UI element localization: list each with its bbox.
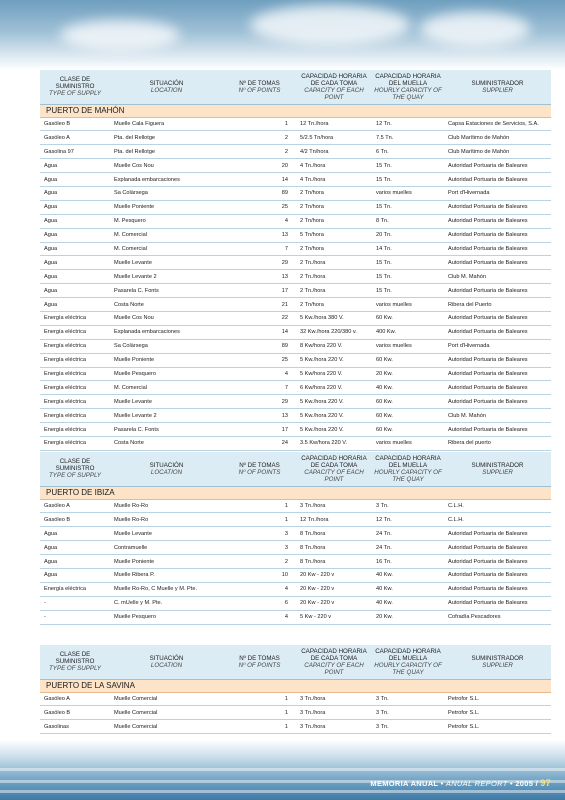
points-cell: 2 xyxy=(223,555,296,569)
header-capacity-quay: CAPACIDAD HORARIA DEL MUELLA HOURLY CAPACITY OF THE QUAY xyxy=(372,645,444,679)
points-cell: 22 xyxy=(223,311,296,325)
supply-type-cell: Energía eléctrica xyxy=(40,339,110,353)
points-cell: 25 xyxy=(223,353,296,367)
supplier-cell: Autoridad Portuaria de Baleares xyxy=(444,555,551,569)
supply-type-cell: Agua xyxy=(40,159,110,173)
capacity-point-cell: 2 Tn./hora xyxy=(296,270,372,284)
location-cell: Pasarela C. Fonts xyxy=(110,423,223,437)
capacity-point-cell: 2 Tn/hora xyxy=(296,298,372,312)
location-cell: Muelle Poniente xyxy=(110,555,223,569)
capacity-point-cell: 3 Tn./hora xyxy=(296,706,372,720)
header-supply: CLASE DE SUMINISTRO TYPE OF SUPPLY xyxy=(40,452,110,486)
location-cell: M. Comercial xyxy=(110,228,223,242)
supplier-cell: Petrofor S.L. xyxy=(444,692,551,706)
location-cell: Muelle Comercial xyxy=(110,720,223,734)
sea-banner xyxy=(0,740,565,800)
capacity-point-cell: 3 Tn./hora xyxy=(296,692,372,706)
table-row xyxy=(40,395,551,409)
capacity-point-cell: 5 Tn/hora xyxy=(296,228,372,242)
supplier-cell: Autoridad Portuaria de Baleares xyxy=(444,284,551,298)
location-cell: Muelle Levante xyxy=(110,395,223,409)
location-cell: Muelle Levante 2 xyxy=(110,409,223,423)
supply-type-cell: Agua xyxy=(40,555,110,569)
supplier-cell: Petrofor S.L. xyxy=(444,706,551,720)
supplier-cell: Autoridad Portuaria de Baleares xyxy=(444,596,551,610)
supplier-cell: Autoridad Portuaria de Baleares xyxy=(444,200,551,214)
capacity-point-cell: 2 Tn/hora xyxy=(296,242,372,256)
location-cell: Explanada embarcaciones xyxy=(110,325,223,339)
capacity-point-cell: 5 Kw - 220 v xyxy=(296,610,372,624)
capacity-quay-cell: 60 Kw. xyxy=(372,311,444,325)
header-points: Nº DE TOMAS Nº OF POINTS xyxy=(223,70,296,104)
location-cell: Sa Colàrsega xyxy=(110,339,223,353)
table-row xyxy=(40,367,551,381)
supplier-cell: Club M. Mahón xyxy=(444,409,551,423)
capacity-quay-cell: 15 Tn. xyxy=(372,270,444,284)
table-row xyxy=(40,200,551,214)
capacity-quay-cell: 8 Tn. xyxy=(372,214,444,228)
wave-line xyxy=(0,768,565,771)
points-cell: 20 xyxy=(223,159,296,173)
table-row xyxy=(40,186,551,200)
capacity-point-cell: 5 Kw./hora 220 V. xyxy=(296,423,372,437)
capacity-point-cell: 8 Tn./hora xyxy=(296,541,372,555)
supply-type-cell: Gasóleo B xyxy=(40,513,110,527)
supply-type-cell: Energía eléctrica xyxy=(40,311,110,325)
capacity-point-cell: 8 Tn./hora xyxy=(296,555,372,569)
supplier-cell: Club M. Mahón xyxy=(444,270,551,284)
capacity-point-cell: 5 Kw./hora 220 V. xyxy=(296,353,372,367)
header-supply: CLASE DE SUMINISTRO TYPE OF SUPPLY xyxy=(40,70,110,104)
header-capacity-point: CAPACIDAD HORARIA DE CADA TOMA CAPACITY OF EACH POINT xyxy=(296,452,372,486)
location-cell: Contramuelle xyxy=(110,541,223,555)
location-cell: Muelle Levante 2 xyxy=(110,270,223,284)
table-row xyxy=(40,423,551,437)
capacity-point-cell: 20 Kw - 220 v xyxy=(296,568,372,582)
points-cell: 24 xyxy=(223,436,296,450)
header-location: SITUACIÓN LOCATION xyxy=(110,452,223,486)
points-cell: 89 xyxy=(223,339,296,353)
points-cell: 2 xyxy=(223,145,296,159)
location-cell: Muelle Cos Nou xyxy=(110,311,223,325)
footer-bullet: • xyxy=(509,779,513,788)
capacity-point-cell: 2 Tn./hora xyxy=(296,256,372,270)
supply-type-cell: Agua xyxy=(40,242,110,256)
points-cell: 17 xyxy=(223,284,296,298)
capacity-quay-cell: varios muelles xyxy=(372,186,444,200)
supplier-cell: Autoridad Portuaria de Baleares xyxy=(444,541,551,555)
table-row xyxy=(40,339,551,353)
points-cell: 2 xyxy=(223,131,296,145)
points-cell: 89 xyxy=(223,186,296,200)
capacity-quay-cell: 60 Kw. xyxy=(372,395,444,409)
supplier-cell: Autoridad Portuaria de Baleares xyxy=(444,311,551,325)
capacity-point-cell: 2 Tn./hora xyxy=(296,284,372,298)
capacity-quay-cell: 60 Kw. xyxy=(372,353,444,367)
supplier-cell: Autoridad Portuaria de Baleares xyxy=(444,381,551,395)
capacity-quay-cell: 3 Tn. xyxy=(372,706,444,720)
location-cell: Costa Norte xyxy=(110,298,223,312)
table-mahon xyxy=(40,70,551,451)
table-row xyxy=(40,242,551,256)
capacity-point-cell: 5 Kw./hora 220 V. xyxy=(296,395,372,409)
points-cell: 17 xyxy=(223,423,296,437)
supplier-cell: Autoridad Portuaria de Baleares xyxy=(444,256,551,270)
location-cell: Muelle Levante xyxy=(110,256,223,270)
location-cell: Muelle Pesquero xyxy=(110,610,223,624)
table-row xyxy=(40,706,551,720)
supplier-cell: Port d'Hivernada xyxy=(444,339,551,353)
table-row xyxy=(40,270,551,284)
points-cell: 1 xyxy=(223,513,296,527)
capacity-quay-cell: 60 Kw. xyxy=(372,423,444,437)
header-supply: CLASE DE SUMINISTRO TYPE OF SUPPLY xyxy=(40,645,110,679)
capacity-quay-cell: 12 Tn. xyxy=(372,513,444,527)
supplier-cell: Ribera del Puerto xyxy=(444,298,551,312)
footer-year: 2005 xyxy=(515,779,534,788)
location-cell: Muelle Cos Nou xyxy=(110,159,223,173)
footer-separator: / xyxy=(535,779,538,788)
table-row xyxy=(40,541,551,555)
page-number: 97 xyxy=(540,778,551,788)
capacity-point-cell: 2 Tn/hora xyxy=(296,186,372,200)
capacity-point-cell: 4 Tn./hora xyxy=(296,173,372,187)
location-cell: Costa Norte xyxy=(110,436,223,450)
supplier-cell: Autoridad Portuaria de Baleares xyxy=(444,228,551,242)
capacity-point-cell: 12 Tn./hora xyxy=(296,513,372,527)
wave-line xyxy=(0,790,565,793)
table-row xyxy=(40,214,551,228)
sky-banner xyxy=(0,0,565,70)
capacity-point-cell: 12 Tn./hora xyxy=(296,117,372,131)
table-row xyxy=(40,256,551,270)
header-capacity-quay: CAPACIDAD HORARIA DEL MUELLA HOURLY CAPACITY OF THE QUAY xyxy=(372,452,444,486)
supply-type-cell: - xyxy=(40,610,110,624)
points-cell: 21 xyxy=(223,298,296,312)
location-cell: Muelle Poniente xyxy=(110,353,223,367)
capacity-point-cell: 4 Tn./hora xyxy=(296,159,372,173)
capacity-quay-cell: 14 Tn. xyxy=(372,242,444,256)
supply-type-cell: Gasóleo A xyxy=(40,692,110,706)
supplier-cell: Autoridad Portuaria de Baleares xyxy=(444,173,551,187)
supply-type-cell: Energía eléctrica xyxy=(40,381,110,395)
points-cell: 7 xyxy=(223,381,296,395)
capacity-quay-cell: 3 Tn. xyxy=(372,720,444,734)
table-row xyxy=(40,325,551,339)
points-cell: 13 xyxy=(223,409,296,423)
footer-label-en: ANUAL REPORT xyxy=(445,779,508,788)
supplier-cell: Capsa Estaciones de Servicios, S.A. xyxy=(444,117,551,131)
supplier-cell: Cofradía Pescadores xyxy=(444,610,551,624)
supply-type-cell: Agua xyxy=(40,527,110,541)
supply-type-cell: Energía eléctrica xyxy=(40,395,110,409)
table-row xyxy=(40,173,551,187)
capacity-quay-cell: varios muelles xyxy=(372,339,444,353)
capacity-point-cell: 3.5 Kw/hora 220 V. xyxy=(296,436,372,450)
port-title: PUERTO DE IBIZA xyxy=(40,486,551,499)
capacity-quay-cell: 15 Tn. xyxy=(372,173,444,187)
capacity-point-cell: 4/2 Tn/hora xyxy=(296,145,372,159)
page-footer xyxy=(370,778,551,788)
location-cell: Muelle Comercial xyxy=(110,692,223,706)
table-row xyxy=(40,131,551,145)
supply-type-cell: - xyxy=(40,596,110,610)
capacity-point-cell: 3 Tn./hora xyxy=(296,720,372,734)
supply-type-cell: Agua xyxy=(40,298,110,312)
supply-type-cell: Agua xyxy=(40,568,110,582)
capacity-quay-cell: 3 Tn. xyxy=(372,692,444,706)
supplier-cell: Autoridad Portuaria de Baleares xyxy=(444,367,551,381)
capacity-point-cell: 2 Tn/hora xyxy=(296,200,372,214)
points-cell: 1 xyxy=(223,692,296,706)
supply-type-cell: Agua xyxy=(40,173,110,187)
points-cell: 13 xyxy=(223,270,296,284)
location-cell: Muelle Cala Figuera xyxy=(110,117,223,131)
supply-type-cell: Agua xyxy=(40,270,110,284)
capacity-quay-cell: 7.5 Tn. xyxy=(372,131,444,145)
location-cell: Sa Colàrsega xyxy=(110,186,223,200)
supply-type-cell: Energía eléctrica xyxy=(40,367,110,381)
table-row xyxy=(40,381,551,395)
supplier-cell: Autoridad Portuaria de Baleares xyxy=(444,527,551,541)
capacity-quay-cell: 15 Tn. xyxy=(372,256,444,270)
location-cell: M. Comercial xyxy=(110,242,223,256)
supplier-cell: Autoridad Portuaria de Baleares xyxy=(444,159,551,173)
table-row xyxy=(40,117,551,131)
capacity-quay-cell: 40 Kw. xyxy=(372,568,444,582)
supply-type-cell: Gasolina 97 xyxy=(40,145,110,159)
supplier-cell: C.L.H. xyxy=(444,499,551,513)
capacity-point-cell: 20 Kw - 220 v xyxy=(296,582,372,596)
capacity-quay-cell: 400 Kw. xyxy=(372,325,444,339)
capacity-quay-cell: 24 Tn. xyxy=(372,541,444,555)
cloud-shape xyxy=(250,5,410,45)
points-cell: 25 xyxy=(223,200,296,214)
location-cell: Muelle Ro-Ro, C Muelle y M. Pte. xyxy=(110,582,223,596)
table-row xyxy=(40,159,551,173)
supplier-cell: Club Marítimo de Mahón xyxy=(444,131,551,145)
supply-type-cell: Gasóleo A xyxy=(40,131,110,145)
header-capacity-point: CAPACIDAD HORARIA DE CADA TOMA CAPACITY OF EACH POINT xyxy=(296,70,372,104)
supplier-cell: C.L.H. xyxy=(444,513,551,527)
table-row xyxy=(40,596,551,610)
supply-type-cell: Agua xyxy=(40,284,110,298)
supplier-cell: Autoridad Portuaria de Baleares xyxy=(444,568,551,582)
table-row xyxy=(40,353,551,367)
location-cell: Pta. del Rellotge xyxy=(110,145,223,159)
capacity-point-cell: 8 Tn./hora xyxy=(296,527,372,541)
cloud-shape xyxy=(420,12,530,46)
supplier-cell: Club Marítimo de Mahón xyxy=(444,145,551,159)
supply-type-cell: Agua xyxy=(40,228,110,242)
location-cell: M. Pesquero xyxy=(110,214,223,228)
capacity-quay-cell: 15 Tn. xyxy=(372,200,444,214)
cloud-shape xyxy=(60,20,180,50)
table-row xyxy=(40,409,551,423)
capacity-quay-cell: 40 Kw. xyxy=(372,582,444,596)
supply-type-cell: Agua xyxy=(40,541,110,555)
location-cell: Muelle Ro-Ro xyxy=(110,513,223,527)
header-points: Nº DE TOMAS Nº OF POINTS xyxy=(223,645,296,679)
supplier-cell: Autoridad Portuaria de Baleares xyxy=(444,353,551,367)
table-row xyxy=(40,610,551,624)
capacity-quay-cell: 6 Tn. xyxy=(372,145,444,159)
supply-type-cell: Energía eléctrica xyxy=(40,423,110,437)
port-title: PUERTO DE MAHÓN xyxy=(40,104,551,117)
table-row xyxy=(40,692,551,706)
points-cell: 1 xyxy=(223,117,296,131)
capacity-quay-cell: varios muelles xyxy=(372,298,444,312)
capacity-quay-cell: 3 Tn. xyxy=(372,499,444,513)
points-cell: 1 xyxy=(223,706,296,720)
table-row xyxy=(40,720,551,734)
table-row xyxy=(40,555,551,569)
capacity-point-cell: 5 Kw/hora 220 V. xyxy=(296,367,372,381)
table-row xyxy=(40,284,551,298)
supply-type-cell: Energía eléctrica xyxy=(40,436,110,450)
points-cell: 7 xyxy=(223,242,296,256)
supplier-cell: Autoridad Portuaria de Baleares xyxy=(444,214,551,228)
table-row xyxy=(40,228,551,242)
capacity-point-cell: 32 Kw./hora 220/380 v. xyxy=(296,325,372,339)
location-cell: Pasarela C. Fonts xyxy=(110,284,223,298)
footer-label-es: MEMORIA ANUAL xyxy=(370,779,439,788)
footer-bullet: • xyxy=(440,779,444,788)
supplier-cell: Autoridad Portuaria de Baleares xyxy=(444,395,551,409)
supply-type-cell: Gasóleo A xyxy=(40,499,110,513)
location-cell: Pta. del Rellotge xyxy=(110,131,223,145)
capacity-quay-cell: 20 Tn. xyxy=(372,228,444,242)
capacity-point-cell: 3 Tn./hora xyxy=(296,499,372,513)
table-row xyxy=(40,145,551,159)
location-cell: Muelle Ro-Ro xyxy=(110,499,223,513)
supply-type-cell: Energía eléctrica xyxy=(40,325,110,339)
capacity-quay-cell: 60 Kw. xyxy=(372,409,444,423)
supply-type-cell: Energía eléctrica xyxy=(40,409,110,423)
location-cell: C. mUelle y M. Pte. xyxy=(110,596,223,610)
capacity-quay-cell: 16 Tn. xyxy=(372,555,444,569)
supplier-cell: Port d'Hivernada xyxy=(444,186,551,200)
capacity-quay-cell: 40 Kw. xyxy=(372,596,444,610)
table-row xyxy=(40,568,551,582)
capacity-point-cell: 5 Kw./hora 380 V. xyxy=(296,311,372,325)
location-cell: Muelle Ribera P. xyxy=(110,568,223,582)
table-row xyxy=(40,582,551,596)
points-cell: 10 xyxy=(223,568,296,582)
points-cell: 6 xyxy=(223,596,296,610)
capacity-point-cell: 5 Kw./hora 220 V. xyxy=(296,409,372,423)
location-cell: Muelle Levante xyxy=(110,527,223,541)
capacity-quay-cell: 15 Tn. xyxy=(372,284,444,298)
table-savina xyxy=(40,645,551,734)
capacity-point-cell: 2 Tn/hora xyxy=(296,214,372,228)
capacity-quay-cell: varios muelles xyxy=(372,436,444,450)
supply-type-cell: Agua xyxy=(40,186,110,200)
supply-type-cell: Agua xyxy=(40,200,110,214)
points-cell: 3 xyxy=(223,541,296,555)
supply-type-cell: Gasolinas xyxy=(40,720,110,734)
supplier-cell: Ribera del puerto xyxy=(444,436,551,450)
table-row xyxy=(40,436,551,450)
supplier-cell: Autoridad Portuaria de Baleares xyxy=(444,325,551,339)
location-cell: Explanada embarcaciones xyxy=(110,173,223,187)
points-cell: 29 xyxy=(223,395,296,409)
header-points: Nº DE TOMAS Nº OF POINTS xyxy=(223,452,296,486)
points-cell: 4 xyxy=(223,582,296,596)
location-cell: Muelle Pesquero xyxy=(110,367,223,381)
table-row xyxy=(40,499,551,513)
points-cell: 4 xyxy=(223,367,296,381)
supply-type-cell: Energía eléctrica xyxy=(40,353,110,367)
capacity-quay-cell: 20 Kw. xyxy=(372,610,444,624)
capacity-point-cell: 8 Kw/hora 220 V. xyxy=(296,339,372,353)
header-capacity-quay: CAPACIDAD HORARIA DEL MUELLA HOURLY CAPACITY OF THE QUAY xyxy=(372,70,444,104)
capacity-point-cell: 5/2.5 Tn/hora xyxy=(296,131,372,145)
capacity-quay-cell: 20 Kw. xyxy=(372,367,444,381)
location-cell: Muelle Poniente xyxy=(110,200,223,214)
table-row xyxy=(40,513,551,527)
points-cell: 1 xyxy=(223,720,296,734)
header-location: SITUACIÓN LOCATION xyxy=(110,645,223,679)
table-row xyxy=(40,298,551,312)
points-cell: 1 xyxy=(223,499,296,513)
port-title: PUERTO DE LA SAVINA xyxy=(40,679,551,692)
supply-type-cell: Energía eléctrica xyxy=(40,582,110,596)
header-supplier: SUMINISTRADOR SUPPLIER xyxy=(444,645,551,679)
points-cell: 29 xyxy=(223,256,296,270)
location-cell: M. Comercial xyxy=(110,381,223,395)
supplier-cell: Petrofor S.L. xyxy=(444,720,551,734)
header-capacity-point: CAPACIDAD HORARIA DE CADA TOMA CAPACITY OF EACH POINT xyxy=(296,645,372,679)
table-ibiza xyxy=(40,452,551,625)
points-cell: 3 xyxy=(223,527,296,541)
capacity-point-cell: 6 Kw/hora 220 V. xyxy=(296,381,372,395)
supply-type-cell: Agua xyxy=(40,256,110,270)
supplier-cell: Autoridad Portuaria de Baleares xyxy=(444,423,551,437)
capacity-quay-cell: 12 Tn. xyxy=(372,117,444,131)
points-cell: 14 xyxy=(223,173,296,187)
points-cell: 4 xyxy=(223,610,296,624)
table-row xyxy=(40,527,551,541)
header-location: SITUACIÓN LOCATION xyxy=(110,70,223,104)
capacity-quay-cell: 24 Tn. xyxy=(372,527,444,541)
supplier-cell: Autoridad Portuaria de Baleares xyxy=(444,582,551,596)
table-row xyxy=(40,311,551,325)
supplier-cell: Autoridad Portuaria de Baleares xyxy=(444,242,551,256)
location-cell: Muelle Comercial xyxy=(110,706,223,720)
points-cell: 13 xyxy=(223,228,296,242)
capacity-point-cell: 20 Kw - 220 v xyxy=(296,596,372,610)
capacity-quay-cell: 40 Kw. xyxy=(372,381,444,395)
capacity-quay-cell: 15 Tn. xyxy=(372,159,444,173)
header-supplier: SUMINISTRADOR SUPPLIER xyxy=(444,70,551,104)
supply-type-cell: Gasóleo B xyxy=(40,706,110,720)
points-cell: 14 xyxy=(223,325,296,339)
supply-type-cell: Agua xyxy=(40,214,110,228)
supply-type-cell: Gasóleo B xyxy=(40,117,110,131)
points-cell: 4 xyxy=(223,214,296,228)
header-supplier: SUMINISTRADOR SUPPLIER xyxy=(444,452,551,486)
